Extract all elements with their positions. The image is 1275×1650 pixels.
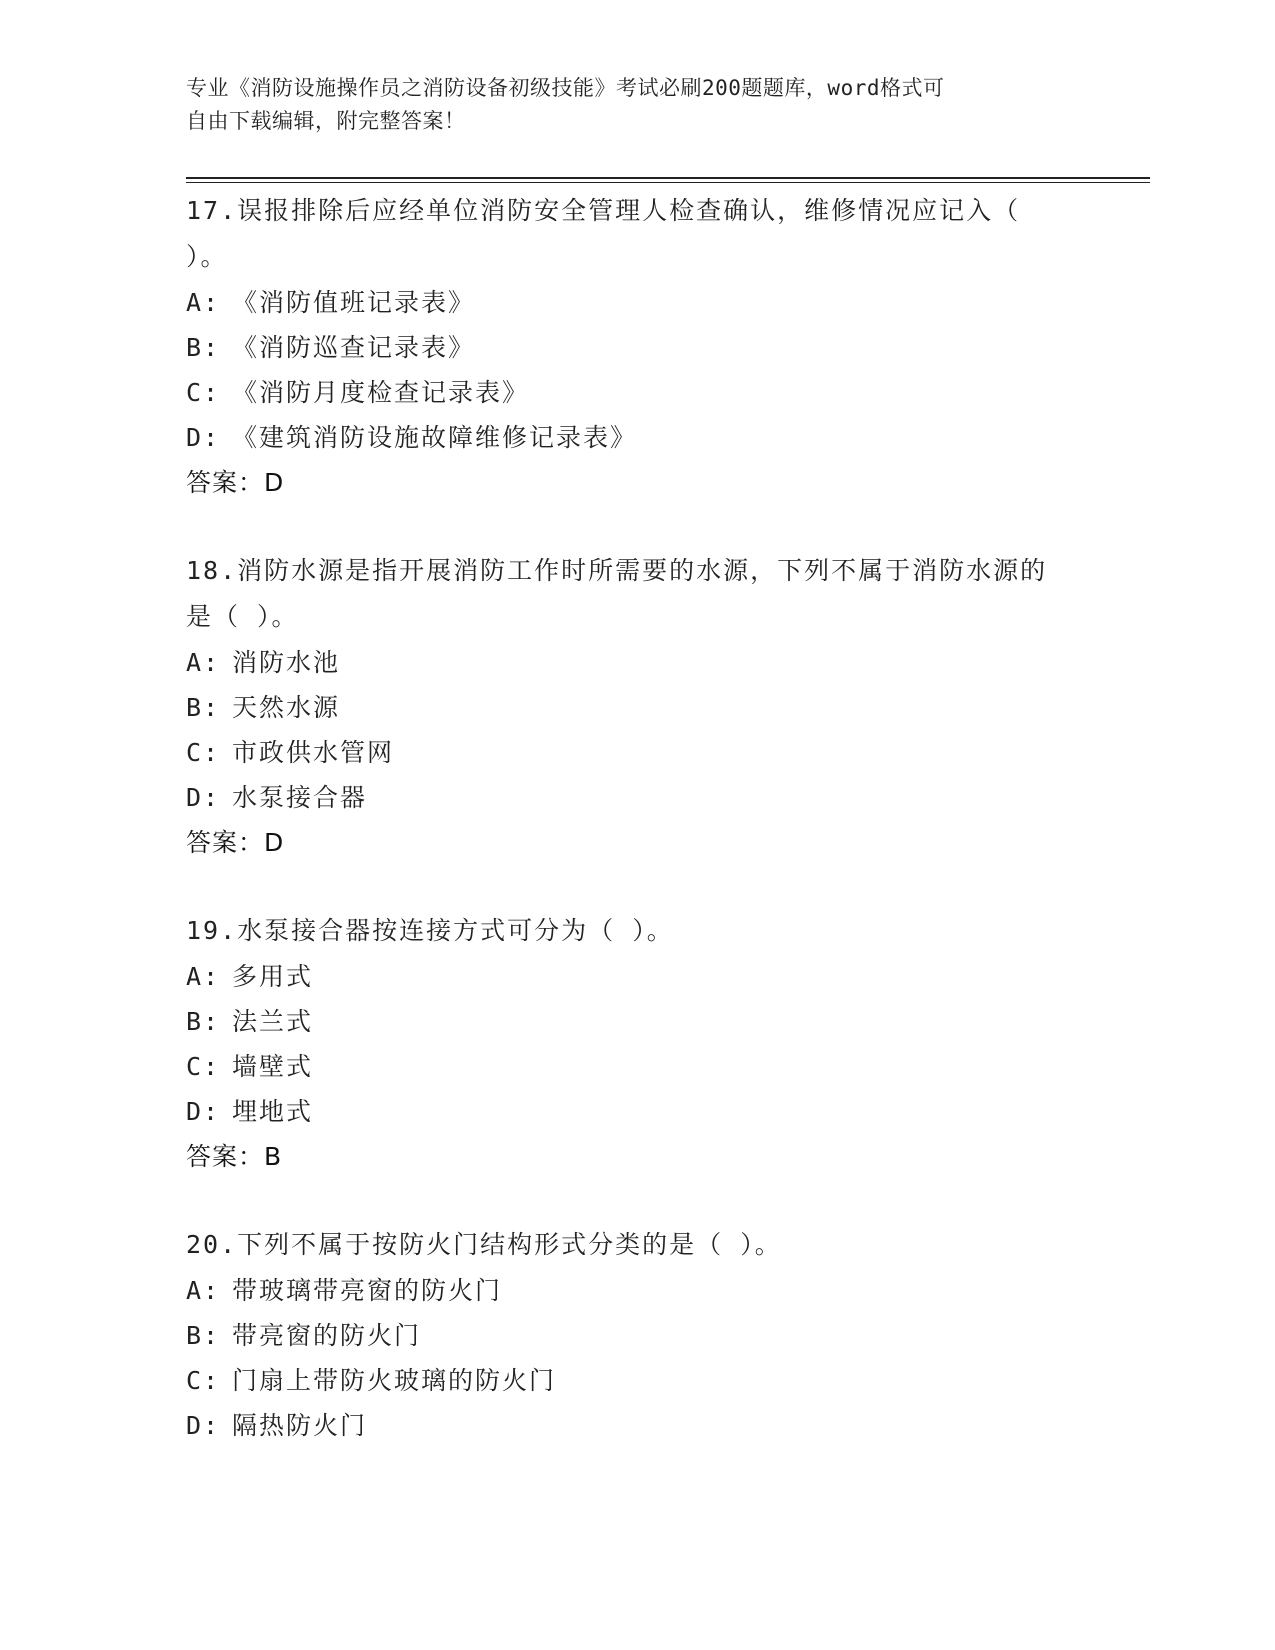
option-key: C: [186, 738, 221, 767]
option-c [186, 1358, 1086, 1403]
option-text: 多用式 [232, 962, 314, 991]
option-text: 《消防巡查记录表》 [232, 333, 476, 362]
option-list [186, 280, 1086, 460]
option-key: B: [186, 333, 221, 362]
option-b [186, 325, 1086, 370]
option-text: 门扇上带防火玻璃的防火门 [232, 1366, 557, 1395]
option-text: 埋地式 [232, 1097, 314, 1126]
option-key: A: [186, 962, 221, 991]
answer-text: 答案：B [186, 1142, 283, 1171]
option-key: B: [186, 1321, 221, 1350]
option-key: D: [186, 783, 221, 812]
option-text: 《建筑消防设施故障维修记录表》 [232, 423, 638, 452]
option-text: 隔热防火门 [232, 1411, 368, 1440]
question-18 [186, 548, 1086, 866]
question-text: 20.下列不属于按防火门结构形式分类的是（ ）。 [186, 1230, 782, 1259]
option-text: 消防水池 [232, 648, 341, 677]
option-key: A: [186, 288, 221, 317]
option-c [186, 730, 1086, 775]
option-text: 《消防值班记录表》 [232, 288, 476, 317]
option-key: C: [186, 378, 221, 407]
option-key: A: [186, 648, 221, 677]
option-c [186, 370, 1086, 415]
option-key: D: [186, 423, 221, 452]
answer-text: 答案：D [186, 468, 285, 497]
option-text: 《消防月度检查记录表》 [232, 378, 530, 407]
option-key: C: [186, 1052, 221, 1081]
option-d [186, 775, 1086, 820]
option-key: B: [186, 693, 221, 722]
option-key: A: [186, 1276, 221, 1305]
option-a [186, 954, 1086, 999]
question-text: 18.消防水源是指开展消防工作时所需要的水源，下列不属于消防水源的是（ ）。 [186, 556, 1048, 631]
option-b [186, 685, 1086, 730]
option-key: B: [186, 1007, 221, 1036]
header-divider-thin [186, 182, 1150, 183]
option-text: 天然水源 [232, 693, 341, 722]
option-key: D: [186, 1097, 221, 1126]
option-b [186, 1313, 1086, 1358]
question-19 [186, 908, 1086, 1180]
option-a [186, 640, 1086, 685]
question-text: 17.误报排除后应经单位消防安全管理人检查确认，维修情况应记入（ ）。 [186, 196, 1021, 271]
option-list [186, 640, 1086, 820]
option-a [186, 280, 1086, 325]
header-divider-thick [186, 177, 1150, 179]
answer-text: 答案：D [186, 828, 285, 857]
option-d [186, 1403, 1086, 1448]
option-key: D: [186, 1411, 221, 1440]
option-text: 水泵接合器 [232, 783, 368, 812]
option-d [186, 415, 1086, 460]
question-20 [186, 1222, 1086, 1448]
option-text: 带亮窗的防火门 [232, 1321, 422, 1350]
header-title-line-1: 专业《消防设施操作员之消防设备初级技能》考试必刷200题题库，word格式可 [186, 76, 945, 100]
option-text: 带玻璃带亮窗的防火门 [232, 1276, 503, 1305]
question-text: 19.水泵接合器按连接方式可分为（ ）。 [186, 916, 674, 945]
option-list [186, 954, 1086, 1134]
option-key: C: [186, 1366, 221, 1395]
question-list [186, 188, 1086, 1490]
option-text: 法兰式 [232, 1007, 314, 1036]
option-text: 墙壁式 [232, 1052, 314, 1081]
header-title-line-2: 自由下载编辑，附完整答案！ [186, 109, 466, 133]
question-17 [186, 188, 1086, 506]
option-list [186, 1268, 1086, 1448]
option-c [186, 1044, 1086, 1089]
option-d [186, 1089, 1086, 1134]
option-text: 市政供水管网 [232, 738, 395, 767]
option-b [186, 999, 1086, 1044]
option-a [186, 1268, 1086, 1313]
document-header [186, 72, 1066, 138]
